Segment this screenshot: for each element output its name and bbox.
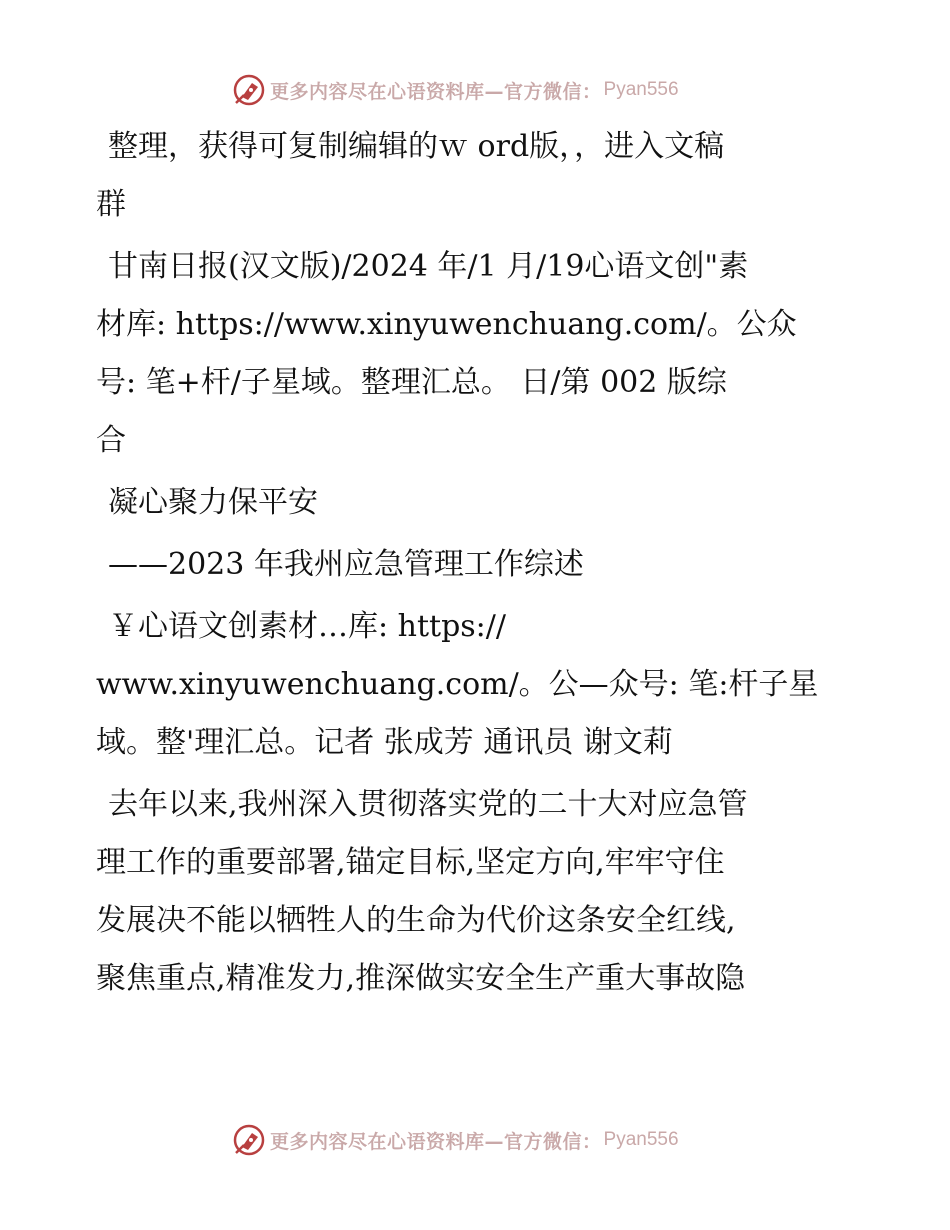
body-paragraph bbox=[96, 776, 856, 1008]
pen-nib-logo-icon bbox=[232, 73, 266, 107]
text-line: 整理，获得可复制编辑的ｗ ord版，，进入文稿 bbox=[108, 129, 725, 164]
subtitle-text: ——2023 年我州应急管理工作综述 bbox=[108, 547, 584, 582]
text-line: ￥心语文创素材…库: https:// bbox=[108, 609, 506, 644]
document-body bbox=[96, 118, 856, 1012]
text-line: 甘南日报(汉文版)/2024 年/1 月/19心语文创"素 bbox=[108, 249, 749, 284]
byline-paragraph bbox=[96, 598, 856, 772]
text-line: 去年以来,我州深入贯彻落实党的二十大对应急管 bbox=[108, 787, 748, 822]
watermark-text: 更多内容尽在心语资料库—官方微信： bbox=[270, 1130, 602, 1153]
watermark-text: 更多内容尽在心语资料库—官方微信： bbox=[270, 80, 602, 103]
text-line: 材库: https://www.xinyuwenchuang.com/。公众 bbox=[96, 307, 797, 342]
text-line: 号: 笔+杆/子星域。整理汇总。 日/第 002 版综 bbox=[96, 365, 727, 400]
header-watermark bbox=[232, 72, 679, 108]
pen-nib-logo-icon bbox=[232, 1123, 266, 1157]
intro-paragraph bbox=[96, 118, 856, 234]
watermark-wechat-id: Pyan556 bbox=[603, 1129, 679, 1150]
text-line: 域。整'理汇总。记者 张成芳 通讯员 谢文莉 bbox=[96, 725, 673, 760]
title-text: 凝心聚力保平安 bbox=[108, 485, 318, 520]
article-title bbox=[96, 474, 856, 532]
text-line: 合 bbox=[96, 423, 126, 458]
text-line: 群 bbox=[96, 187, 126, 222]
text-line: 理工作的重要部署,锚定目标,坚定方向,牢牢守住 bbox=[96, 845, 725, 880]
source-paragraph bbox=[96, 238, 856, 470]
text-line: 发展决不能以牺牲人的生命为代价这条安全红线, bbox=[96, 903, 736, 938]
text-line: 聚焦重点,精准发力,推深做实安全生产重大事故隐 bbox=[96, 961, 746, 996]
text-line: www.xinyuwenchuang.com/。公—众号: 笔:杆子星 bbox=[96, 667, 819, 702]
article-subtitle bbox=[96, 536, 856, 594]
footer-watermark bbox=[232, 1122, 679, 1158]
watermark-wechat-id: Pyan556 bbox=[603, 79, 679, 100]
